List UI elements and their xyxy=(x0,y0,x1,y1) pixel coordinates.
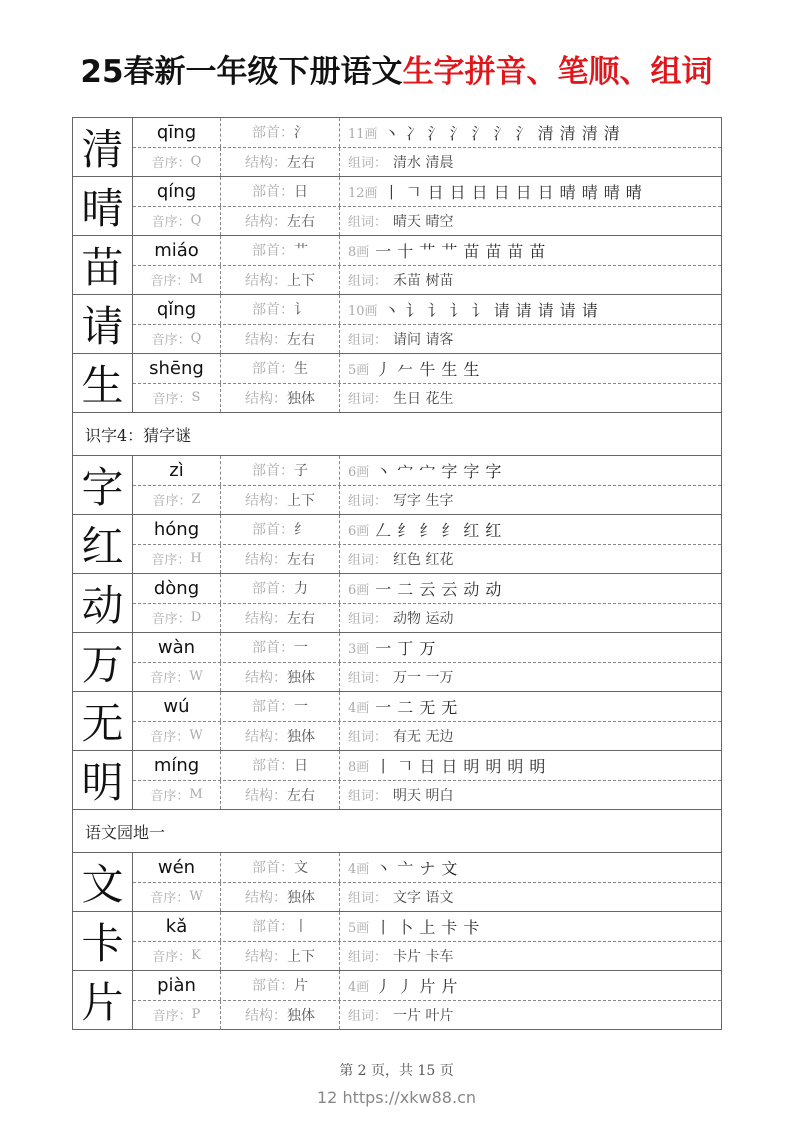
stroke-step: 请 xyxy=(581,300,598,320)
stroke-step: 丿 xyxy=(397,976,414,996)
jiegou-label: 结构： xyxy=(245,492,287,509)
zuci-label: 组词： xyxy=(348,156,388,172)
bushou-label: 部首： xyxy=(252,522,294,539)
jiegou: 左右 xyxy=(287,154,315,171)
stroke-count: 6画 xyxy=(348,523,370,539)
pinyin: qǐng xyxy=(133,295,221,324)
hanzi: 生 xyxy=(73,354,133,412)
jiegou: 左右 xyxy=(287,331,315,348)
bushou-label: 部首： xyxy=(252,361,294,378)
stroke-order xyxy=(340,856,721,879)
stroke-step: 𠃋 xyxy=(375,520,392,540)
stroke-step: 牛 xyxy=(419,359,436,379)
jiegou: 上下 xyxy=(287,272,315,289)
yinxu: W xyxy=(189,669,203,685)
stroke-step: 字 xyxy=(463,461,480,481)
jiegou: 左右 xyxy=(287,551,315,568)
stroke-order xyxy=(340,636,721,659)
stroke-step: 云 xyxy=(419,579,436,599)
stroke-step: 丶 xyxy=(383,123,400,143)
yinxu-label: 音序： xyxy=(151,156,191,172)
zuci: 万一 一万 xyxy=(393,669,454,686)
stroke-order xyxy=(340,357,721,380)
zuci: 卡片 卡车 xyxy=(393,948,454,965)
section-heading: 识字4：猜字谜 xyxy=(73,413,721,456)
stroke-step: 二 xyxy=(397,697,414,717)
stroke-step: 晴 xyxy=(625,182,642,202)
yinxu-label: 音序： xyxy=(150,789,190,805)
jiegou-label: 结构： xyxy=(245,787,287,804)
hanzi: 万 xyxy=(73,633,133,691)
stroke-step: 苗 xyxy=(463,241,480,261)
stroke-step: 苗 xyxy=(507,241,524,261)
yinxu-label: 音序： xyxy=(152,1009,192,1025)
bushou: 纟 xyxy=(294,522,308,539)
stroke-order xyxy=(340,695,721,718)
stroke-step: 纟 xyxy=(419,520,436,540)
pinyin: piàn xyxy=(133,971,221,1000)
pinyin: wén xyxy=(133,853,221,882)
yinxu: Q xyxy=(190,213,202,229)
stroke-step: 动 xyxy=(463,579,480,599)
hanzi: 明 xyxy=(73,751,133,809)
stroke-step: 卜 xyxy=(397,917,414,937)
yinxu: K xyxy=(191,948,201,964)
stroke-count: 6画 xyxy=(348,582,370,598)
jiegou: 独体 xyxy=(287,889,315,906)
yinxu: Z xyxy=(191,492,201,508)
pinyin: dòng xyxy=(133,574,221,603)
character-row xyxy=(73,354,721,413)
bushou-label: 部首： xyxy=(252,125,294,142)
bushou: 艹 xyxy=(294,243,308,260)
stroke-count: 5画 xyxy=(348,362,370,378)
jiegou-label: 结构： xyxy=(245,1007,287,1024)
stroke-step: 一 xyxy=(375,579,392,599)
stroke-step: 晴 xyxy=(581,182,598,202)
stroke-step: 红 xyxy=(485,520,502,540)
stroke-step: 丨 xyxy=(383,182,400,202)
bushou-label: 部首： xyxy=(252,302,294,319)
bushou: 子 xyxy=(294,463,308,480)
stroke-step: 丨 xyxy=(375,917,392,937)
stroke-step: 丶 xyxy=(375,461,392,481)
stroke-step: 苗 xyxy=(529,241,546,261)
jiegou-label: 结构： xyxy=(245,948,287,965)
zuci-label: 组词： xyxy=(348,553,388,569)
stroke-step: 丨 xyxy=(375,756,392,776)
stroke-step: 丶 xyxy=(375,858,392,878)
bushou-label: 部首： xyxy=(252,463,294,480)
stroke-step: 纟 xyxy=(441,520,458,540)
bushou-label: 部首： xyxy=(252,184,294,201)
pinyin: hóng xyxy=(133,515,221,544)
character-row xyxy=(73,515,721,574)
bushou: 丨 xyxy=(294,919,308,936)
stroke-step: 氵 xyxy=(471,123,488,143)
stroke-step: 日 xyxy=(537,182,554,202)
stroke-step: 日 xyxy=(419,756,436,776)
jiegou: 左右 xyxy=(287,610,315,627)
yinxu: D xyxy=(190,610,202,626)
bushou-label: 部首： xyxy=(252,581,294,598)
yinxu-label: 音序： xyxy=(152,950,192,966)
character-row xyxy=(73,118,721,177)
stroke-step: 讠 xyxy=(449,300,466,320)
yinxu-label: 音序： xyxy=(150,891,190,907)
bushou: 讠 xyxy=(294,302,308,319)
stroke-step: 苗 xyxy=(485,241,502,261)
zuci: 晴天 晴空 xyxy=(393,213,454,230)
bushou: 一 xyxy=(294,640,308,657)
jiegou: 独体 xyxy=(287,669,315,686)
stroke-count: 10画 xyxy=(348,303,378,319)
stroke-step: 片 xyxy=(419,976,436,996)
hanzi: 卡 xyxy=(73,912,133,970)
yinxu: M xyxy=(189,272,203,288)
stroke-step: 清 xyxy=(581,123,598,143)
jiegou: 独体 xyxy=(287,390,315,407)
yinxu: Q xyxy=(190,154,202,170)
stroke-order xyxy=(340,518,721,541)
yinxu: H xyxy=(190,551,202,567)
stroke-step: 明 xyxy=(507,756,524,776)
zuci-label: 组词： xyxy=(348,1009,388,1025)
hanzi: 文 xyxy=(73,853,133,911)
bushou-label: 部首： xyxy=(252,860,294,877)
stroke-step: 氵 xyxy=(449,123,466,143)
stroke-count: 12画 xyxy=(348,185,378,201)
stroke-order xyxy=(340,754,721,777)
page-title xyxy=(0,46,793,91)
zuci-label: 组词： xyxy=(348,950,388,966)
bushou-label: 部首： xyxy=(252,243,294,260)
stroke-step: 请 xyxy=(493,300,510,320)
stroke-step: 明 xyxy=(485,756,502,776)
section-heading: 语文园地一 xyxy=(73,810,721,853)
bushou: 一 xyxy=(294,699,308,716)
yinxu-label: 音序： xyxy=(150,730,190,746)
stroke-step: 氵 xyxy=(427,123,444,143)
zuci-label: 组词： xyxy=(348,392,388,408)
zuci: 一片 叶片 xyxy=(393,1007,454,1024)
yinxu-label: 音序： xyxy=(151,215,191,231)
stroke-order xyxy=(340,577,721,600)
stroke-step: 卡 xyxy=(463,917,480,937)
hanzi: 字 xyxy=(73,456,133,514)
stroke-step: 请 xyxy=(515,300,532,320)
stroke-step: 晴 xyxy=(559,182,576,202)
stroke-step: 日 xyxy=(441,756,458,776)
zuci-label: 组词： xyxy=(348,494,388,510)
pinyin: míng xyxy=(133,751,221,780)
bushou-label: 部首： xyxy=(252,699,294,716)
stroke-step: 纟 xyxy=(397,520,414,540)
yinxu-label: 音序： xyxy=(150,274,190,290)
jiegou: 左右 xyxy=(287,213,315,230)
jiegou-label: 结构： xyxy=(245,272,287,289)
stroke-step: 动 xyxy=(485,579,502,599)
stroke-count: 8画 xyxy=(348,244,370,260)
character-row xyxy=(73,574,721,633)
stroke-step: 晴 xyxy=(603,182,620,202)
character-row xyxy=(73,751,721,810)
hanzi: 红 xyxy=(73,515,133,573)
zuci: 清水 清晨 xyxy=(393,154,454,171)
stroke-step: 艹 xyxy=(419,241,436,261)
stroke-step: 丁 xyxy=(397,638,414,658)
zuci-label: 组词： xyxy=(348,671,388,687)
zuci-label: 组词： xyxy=(348,333,388,349)
bushou-label: 部首： xyxy=(252,978,294,995)
stroke-step: 十 xyxy=(397,241,414,261)
pinyin: wàn xyxy=(133,633,221,662)
jiegou: 独体 xyxy=(287,1007,315,1024)
yinxu: Q xyxy=(190,331,202,347)
stroke-order xyxy=(340,298,721,321)
yinxu-label: 音序： xyxy=(152,494,192,510)
stroke-step: 𠃍 xyxy=(397,756,414,776)
stroke-order xyxy=(340,915,721,938)
stroke-step: 生 xyxy=(463,359,480,379)
stroke-step: 讠 xyxy=(405,300,422,320)
stroke-step: 清 xyxy=(537,123,554,143)
stroke-step: 上 xyxy=(419,917,436,937)
watermark: 12 https://xkw88.cn xyxy=(317,1088,476,1107)
character-row xyxy=(73,853,721,912)
stroke-count: 3画 xyxy=(348,641,370,657)
page-footer: 第 2 页，共 15 页 xyxy=(339,1063,454,1079)
hanzi: 苗 xyxy=(73,236,133,294)
character-table xyxy=(72,117,722,1030)
stroke-step: 讠 xyxy=(471,300,488,320)
stroke-step: ナ xyxy=(419,858,436,878)
stroke-step: 无 xyxy=(441,697,458,717)
stroke-count: 6画 xyxy=(348,464,370,480)
stroke-step: 云 xyxy=(441,579,458,599)
stroke-step: 一 xyxy=(375,697,392,717)
yinxu-label: 音序： xyxy=(151,553,191,569)
zuci-label: 组词： xyxy=(348,612,388,628)
stroke-step: 冫 xyxy=(405,123,422,143)
stroke-step: 宀 xyxy=(419,461,436,481)
bushou-label: 部首： xyxy=(252,758,294,775)
character-row xyxy=(73,912,721,971)
jiegou-label: 结构： xyxy=(245,154,287,171)
zuci-label: 组词： xyxy=(348,730,388,746)
stroke-step: 二 xyxy=(397,579,414,599)
bushou: 力 xyxy=(294,581,308,598)
hanzi: 晴 xyxy=(73,177,133,235)
jiegou-label: 结构： xyxy=(245,728,287,745)
stroke-count: 4画 xyxy=(348,861,370,877)
yinxu: S xyxy=(191,390,201,406)
stroke-step: 无 xyxy=(419,697,436,717)
yinxu: P xyxy=(191,1007,201,1023)
stroke-step: 一 xyxy=(375,241,392,261)
stroke-order xyxy=(340,459,721,482)
character-row xyxy=(73,633,721,692)
stroke-order xyxy=(340,180,721,203)
bushou: 氵 xyxy=(294,125,308,142)
stroke-step: 氵 xyxy=(493,123,510,143)
jiegou-label: 结构： xyxy=(245,390,287,407)
character-row xyxy=(73,456,721,515)
jiegou-label: 结构： xyxy=(245,889,287,906)
stroke-step: 清 xyxy=(603,123,620,143)
zuci-label: 组词： xyxy=(348,891,388,907)
stroke-step: 日 xyxy=(471,182,488,202)
stroke-step: 一 xyxy=(375,638,392,658)
character-row xyxy=(73,177,721,236)
pinyin: qīng xyxy=(133,118,221,147)
bushou: 片 xyxy=(294,978,308,995)
zuci-label: 组词： xyxy=(348,215,388,231)
pinyin: zì xyxy=(133,456,221,485)
stroke-step: 日 xyxy=(449,182,466,202)
zuci-label: 组词： xyxy=(348,789,388,805)
jiegou-label: 结构： xyxy=(245,669,287,686)
stroke-order xyxy=(340,974,721,997)
stroke-step: 𠃍 xyxy=(405,182,422,202)
zuci: 文字 语文 xyxy=(393,889,454,906)
stroke-count: 11画 xyxy=(348,126,378,142)
zuci-label: 组词： xyxy=(348,274,388,290)
stroke-step: 文 xyxy=(441,858,458,878)
pinyin: qíng xyxy=(133,177,221,206)
pinyin: shēng xyxy=(133,354,221,383)
stroke-count: 4画 xyxy=(348,979,370,995)
stroke-step: 红 xyxy=(463,520,480,540)
stroke-order xyxy=(340,239,721,262)
title-black: 25春新一年级下册语文 xyxy=(80,54,403,90)
character-row xyxy=(73,236,721,295)
jiegou: 独体 xyxy=(287,728,315,745)
stroke-step: 字 xyxy=(441,461,458,481)
bushou-label: 部首： xyxy=(252,919,294,936)
yinxu-label: 音序： xyxy=(151,612,191,628)
stroke-step: 片 xyxy=(441,976,458,996)
stroke-step: 生 xyxy=(441,359,458,379)
stroke-step: 日 xyxy=(427,182,444,202)
yinxu: M xyxy=(189,787,203,803)
stroke-step: 氵 xyxy=(515,123,532,143)
jiegou-label: 结构： xyxy=(245,551,287,568)
jiegou-label: 结构： xyxy=(245,213,287,230)
hanzi: 动 xyxy=(73,574,133,632)
stroke-step: 讠 xyxy=(427,300,444,320)
stroke-step: 亠 xyxy=(397,858,414,878)
hanzi: 请 xyxy=(73,295,133,353)
stroke-step: 丿 xyxy=(375,359,392,379)
yinxu: W xyxy=(189,728,203,744)
stroke-count: 5画 xyxy=(348,920,370,936)
jiegou: 上下 xyxy=(287,948,315,965)
bushou: 日 xyxy=(294,758,308,775)
stroke-order xyxy=(340,121,721,144)
pinyin: kǎ xyxy=(133,912,221,941)
stroke-step: 万 xyxy=(419,638,436,658)
pinyin: miáo xyxy=(133,236,221,265)
zuci: 生日 花生 xyxy=(393,390,454,407)
stroke-step: 日 xyxy=(493,182,510,202)
bushou: 生 xyxy=(294,361,308,378)
zuci: 明天 明白 xyxy=(393,787,454,804)
character-row xyxy=(73,692,721,751)
hanzi: 片 xyxy=(73,971,133,1029)
stroke-step: 丿 xyxy=(375,976,392,996)
zuci: 请问 请客 xyxy=(393,331,454,348)
jiegou-label: 结构： xyxy=(245,331,287,348)
yinxu-label: 音序： xyxy=(151,333,191,349)
stroke-count: 4画 xyxy=(348,700,370,716)
stroke-step: 日 xyxy=(515,182,532,202)
stroke-step: 宀 xyxy=(397,461,414,481)
yinxu-label: 音序： xyxy=(152,392,192,408)
stroke-step: 卡 xyxy=(441,917,458,937)
jiegou: 上下 xyxy=(287,492,315,509)
stroke-step: 𠂉 xyxy=(397,359,414,379)
jiegou-label: 结构： xyxy=(245,610,287,627)
zuci: 禾苗 树苗 xyxy=(393,272,454,289)
character-row xyxy=(73,971,721,1030)
zuci: 有无 无边 xyxy=(393,728,454,745)
bushou: 日 xyxy=(294,184,308,201)
stroke-step: 请 xyxy=(537,300,554,320)
stroke-step: 丶 xyxy=(383,300,400,320)
zuci: 红色 红花 xyxy=(393,551,454,568)
stroke-step: 明 xyxy=(463,756,480,776)
yinxu-label: 音序： xyxy=(150,671,190,687)
zuci: 动物 运动 xyxy=(393,610,454,627)
pinyin: wú xyxy=(133,692,221,721)
stroke-step: 字 xyxy=(485,461,502,481)
stroke-step: 明 xyxy=(529,756,546,776)
jiegou: 左右 xyxy=(287,787,315,804)
bushou: 文 xyxy=(294,860,308,877)
stroke-step: 清 xyxy=(559,123,576,143)
stroke-count: 8画 xyxy=(348,759,370,775)
character-row xyxy=(73,295,721,354)
title-red: 生字拼音、笔顺、组词 xyxy=(402,54,713,90)
bushou-label: 部首： xyxy=(252,640,294,657)
hanzi: 无 xyxy=(73,692,133,750)
zuci: 写字 生字 xyxy=(393,492,454,509)
hanzi: 清 xyxy=(73,118,133,176)
yinxu: W xyxy=(189,889,203,905)
stroke-step: 艹 xyxy=(441,241,458,261)
stroke-step: 请 xyxy=(559,300,576,320)
